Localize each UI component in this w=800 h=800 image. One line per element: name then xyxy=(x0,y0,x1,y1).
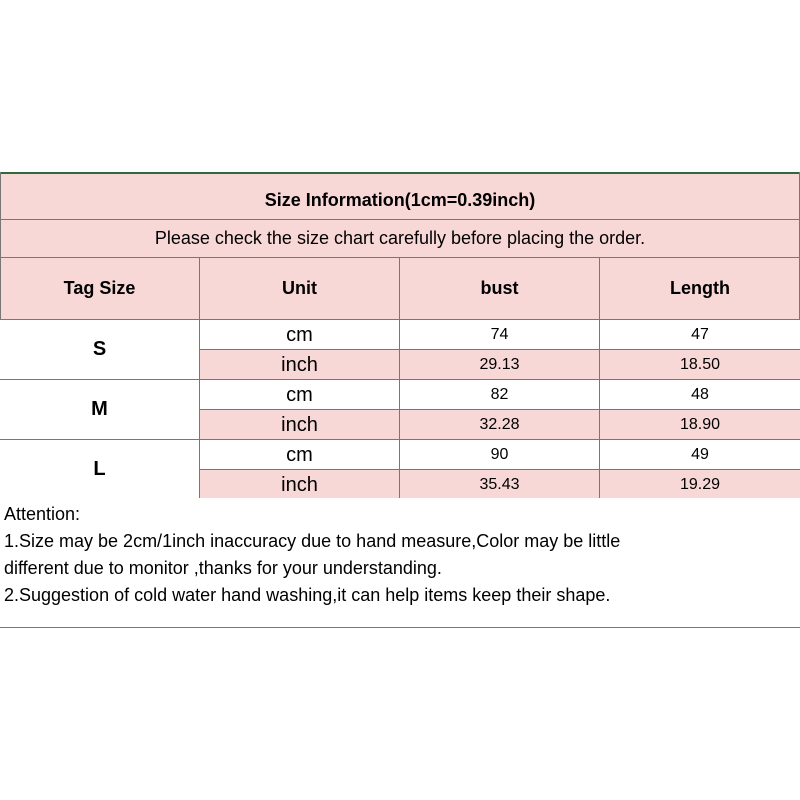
size-group-m xyxy=(0,380,800,440)
tag-size-cell: M xyxy=(0,380,200,440)
length-cell: 18.90 xyxy=(679,416,721,433)
bust-cell: 32.28 xyxy=(400,410,600,440)
bust-cell: 82 xyxy=(400,380,600,410)
tag-size-cell: S xyxy=(0,320,200,380)
header-unit: Unit xyxy=(200,258,400,319)
table-row xyxy=(200,410,800,440)
length-cell: 48 xyxy=(691,386,709,403)
table-header xyxy=(0,258,800,320)
size-group-l xyxy=(0,440,800,500)
unit-cell: inch xyxy=(200,470,400,500)
size-chart xyxy=(0,172,800,628)
length-cell: 19.29 xyxy=(679,476,721,493)
attention-notes xyxy=(0,498,800,628)
unit-cell: cm xyxy=(200,440,400,470)
unit-cell: cm xyxy=(200,380,400,410)
table-row xyxy=(200,470,800,500)
table-row xyxy=(200,350,800,380)
attention-line: 1.Size may be 2cm/1inch inaccuracy due to hand measure,Color may be little xyxy=(4,531,621,551)
header-length: Length xyxy=(670,278,730,298)
attention-heading: Attention: xyxy=(4,504,81,524)
attention-line: different due to monitor ,thanks for your understanding. xyxy=(4,558,442,578)
header-bust: bust xyxy=(400,258,600,319)
header-tag-size: Tag Size xyxy=(0,258,200,319)
attention-line: 2.Suggestion of cold water hand washing,it can help items keep their shape. xyxy=(4,585,611,605)
table-row xyxy=(200,320,800,350)
bust-cell: 35.43 xyxy=(400,470,600,500)
tag-size-cell: L xyxy=(0,440,200,500)
unit-cell: cm xyxy=(200,320,400,350)
table-row xyxy=(200,380,800,410)
size-group-s xyxy=(0,320,800,380)
table-row xyxy=(200,440,800,470)
chart-subtitle: Please check the size chart carefully before placing the order. xyxy=(0,220,800,258)
chart-title: Size Information(1cm=0.39inch) xyxy=(0,172,800,220)
length-cell: 47 xyxy=(691,326,709,343)
length-cell: 18.50 xyxy=(679,356,721,373)
length-cell: 49 xyxy=(691,446,709,463)
unit-cell: inch xyxy=(200,350,400,380)
bust-cell: 74 xyxy=(400,320,600,350)
bust-cell: 29.13 xyxy=(400,350,600,380)
bust-cell: 90 xyxy=(400,440,600,470)
unit-cell: inch xyxy=(200,410,400,440)
